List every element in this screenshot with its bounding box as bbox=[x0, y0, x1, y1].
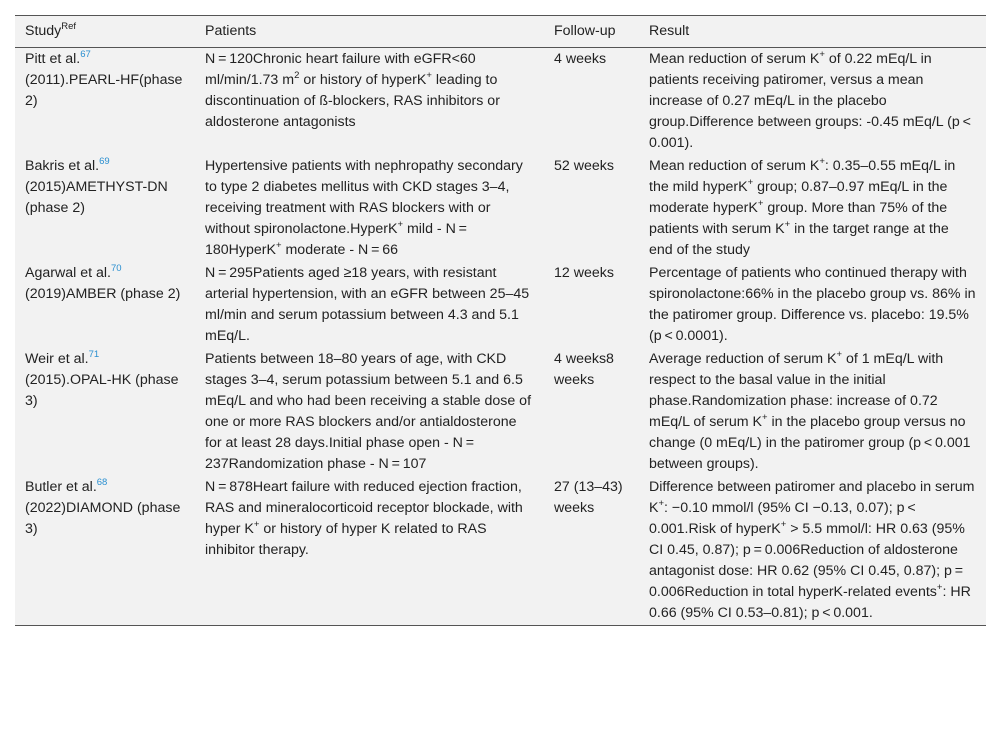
text-segment: N = 878Heart failure with reduced ejection fraction, RAS and mineralocorticoid receptor blockade, with hyper K bbox=[205, 479, 523, 537]
header-row bbox=[15, 16, 986, 48]
followup-cell: 52 weeks bbox=[554, 158, 614, 174]
text-segment: group. More than 75% of the patients with serum K bbox=[649, 200, 948, 237]
superscript: + bbox=[253, 519, 260, 530]
text-segment: of 1 mEq/L with respect to the basal value in the initial phase.Randomization phase: increase of 0.72 mEq/L of serum K bbox=[649, 351, 944, 430]
study-details: (2011).PEARL-HF(phase 2) bbox=[25, 72, 183, 109]
study-name: Pitt et al. bbox=[25, 51, 81, 67]
text-segment: N = 120Chronic heart failure with eGFR<60 ml/min/1.73 m bbox=[205, 51, 476, 88]
study-cell bbox=[15, 155, 195, 262]
study-name: Bakris et al. bbox=[25, 158, 100, 174]
text-segment: : −0.10 mmol/l (95% CI −0.13, 0.07); p < 0.001.Risk of hyperK bbox=[649, 500, 919, 537]
text-segment: Mean reduction of serum K bbox=[649, 51, 820, 67]
study-details: (2019)AMBER (phase 2) bbox=[25, 286, 181, 302]
text-segment: : HR 0.66 (95% CI 0.53–0.81); p < 0.001. bbox=[649, 584, 971, 621]
table-row bbox=[15, 48, 986, 156]
superscript: + bbox=[757, 198, 764, 209]
text-segment: Hypertensive patients with nephropathy secondary to type 2 diabetes mellitus with CKD stages 3–4, receiving treatment with RAS blockers with or without spironolactone.HyperK bbox=[205, 158, 523, 237]
header-study bbox=[15, 16, 195, 48]
table-row bbox=[15, 262, 986, 348]
text-segment: mild - N = 180HyperK bbox=[205, 221, 470, 258]
study-ref-link[interactable]: 69 bbox=[99, 156, 110, 167]
result-cell bbox=[639, 48, 986, 156]
result-cell bbox=[639, 262, 986, 348]
patients-cell bbox=[195, 348, 544, 476]
superscript: + bbox=[819, 49, 825, 60]
superscript: + bbox=[658, 498, 665, 509]
superscript: + bbox=[819, 156, 825, 167]
patiromer-studies-table bbox=[15, 15, 986, 626]
superscript: + bbox=[426, 70, 432, 81]
result-cell bbox=[639, 348, 986, 476]
result-cell bbox=[639, 476, 986, 625]
superscript: + bbox=[397, 219, 403, 230]
text-segment: group; 0.87–0.97 mEq/L in the moderate hyperK bbox=[649, 179, 948, 216]
table-row bbox=[15, 476, 986, 625]
table-row bbox=[15, 348, 986, 476]
study-ref-link[interactable]: 71 bbox=[88, 349, 100, 360]
text-segment: N = 295Patients aged ≥18 years, with resistant arterial hypertension, with an eGFR between 25–45 ml/min and serum potassium between 4.3 and 5.1 mEq/L. bbox=[205, 265, 530, 344]
patients-cell bbox=[195, 262, 544, 348]
study-details: (2015)AMETHYST-DN (phase 2) bbox=[25, 179, 168, 216]
text-segment: Difference between patiromer and placebo in serum K bbox=[649, 479, 975, 516]
study-name: Agarwal et al. bbox=[25, 265, 111, 281]
text-segment: moderate - N = 66 bbox=[281, 242, 399, 258]
text-segment: : 0.35–0.55 mEq/L in the mild hyperK bbox=[649, 158, 956, 195]
text-segment: of 0.22 mEq/L in patients receiving patiromer, versus a mean increase of 0.27 mEq/L in the placebo group.Difference between groups: -0.45 mEq/L (p < 0.001). bbox=[649, 51, 974, 151]
superscript: 2 bbox=[294, 70, 300, 81]
text-segment: Average reduction of serum K bbox=[649, 351, 837, 367]
followup-cell: 27 (13–43) weeks bbox=[554, 479, 623, 516]
study-ref-link[interactable]: 67 bbox=[80, 49, 91, 60]
study-cell bbox=[15, 348, 195, 476]
header-study-sup: Ref bbox=[61, 21, 77, 32]
text-segment: Mean reduction of serum K bbox=[649, 158, 820, 174]
superscript: + bbox=[762, 412, 768, 423]
followup-cell: 12 weeks bbox=[554, 265, 614, 281]
study-ref-link[interactable]: 70 bbox=[110, 263, 122, 274]
study-details: (2015).OPAL-HK (phase 3) bbox=[25, 372, 179, 409]
table-row bbox=[15, 155, 986, 262]
study-ref-link[interactable]: 68 bbox=[96, 477, 108, 488]
text-segment: Patients between 18–80 years of age, with CKD stages 3–4, serum potassium between 5.1 and 6.5 mEq/L and who had been receiving a stable dose of one or more RAS blockers and/or antialdosterone for at least 28 days.Initial phase open - N = 237Randomization phase - N = 107 bbox=[205, 351, 532, 472]
header-study-label: Study bbox=[25, 23, 62, 39]
text-segment: > 5.5 mmol/l: HR 0.63 (95% CI 0.45, 0.87); p = 0.006Reduction of aldosterone antagonist dose: HR 0.62 (95% CI 0.45, 0.87); p = 0.006Reduction in total hyperK-related events bbox=[649, 521, 966, 600]
followup-cell: 4 weeks8 weeks bbox=[554, 351, 614, 388]
header-followup: Follow-up bbox=[544, 16, 639, 48]
patients-cell bbox=[195, 155, 544, 262]
text-segment: Percentage of patients who continued therapy with spironolactone:66% in the placebo group vs. 86% in the patiromer group. Difference vs. placebo: 19.5% (p < 0.0001). bbox=[649, 265, 976, 344]
superscript: + bbox=[780, 519, 787, 530]
text-segment: in the placebo group versus no change (0 mEq/L) in the patiromer group (p < 0.001 between groups). bbox=[649, 414, 971, 472]
study-cell bbox=[15, 48, 195, 156]
result-cell bbox=[639, 155, 986, 262]
superscript: + bbox=[784, 219, 791, 230]
study-details: (2022)DIAMOND (phase 3) bbox=[25, 500, 181, 537]
table-header bbox=[15, 16, 986, 48]
text-segment: in the target range at the end of the study bbox=[649, 221, 949, 258]
table-body bbox=[15, 48, 986, 626]
header-patients: Patients bbox=[195, 16, 544, 48]
study-cell bbox=[15, 262, 195, 348]
patients-cell bbox=[195, 48, 544, 156]
superscript: + bbox=[275, 240, 282, 251]
text-segment: or history of hyperK bbox=[299, 72, 427, 88]
header-result: Result bbox=[639, 16, 986, 48]
study-cell bbox=[15, 476, 195, 625]
patients-cell bbox=[195, 476, 544, 625]
study-name: Butler et al. bbox=[25, 479, 97, 495]
text-segment: or history of hyper K related to RAS inhibitor therapy. bbox=[205, 521, 487, 558]
text-segment: leading to discontinuation of ß-blockers, RAS inhibitors or aldosterone antagonists bbox=[205, 72, 500, 130]
superscript: + bbox=[747, 177, 754, 188]
studies-table bbox=[15, 16, 986, 625]
followup-cell: 4 weeks bbox=[554, 51, 607, 67]
superscript: + bbox=[936, 582, 943, 593]
superscript: + bbox=[836, 349, 842, 360]
study-name: Weir et al. bbox=[25, 351, 89, 367]
